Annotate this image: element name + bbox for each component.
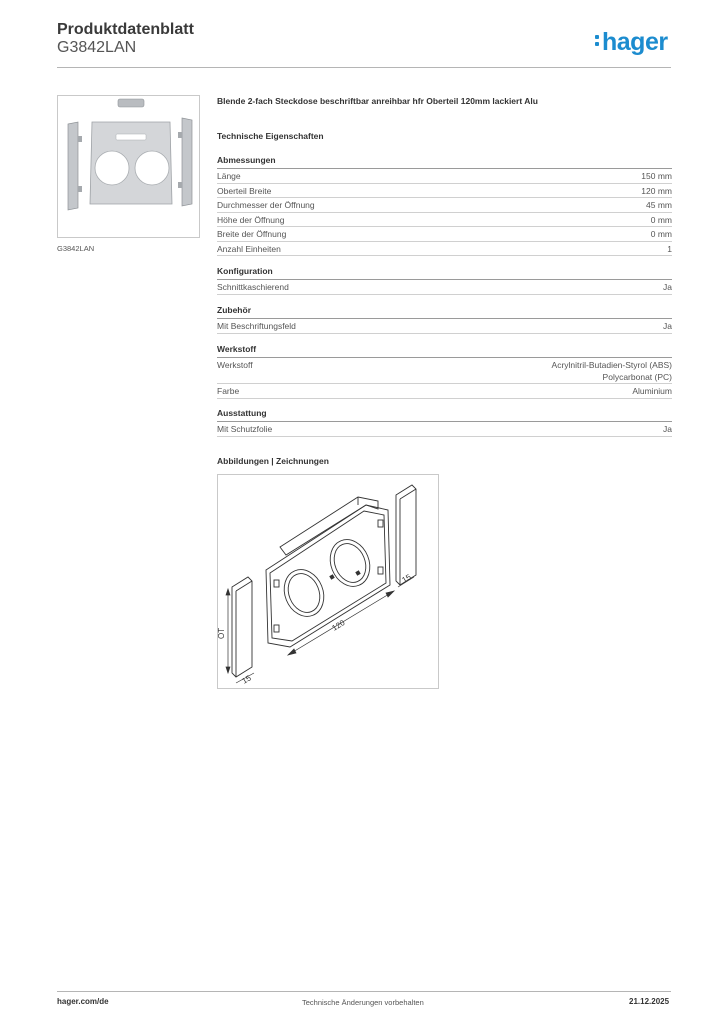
table-row — [217, 384, 672, 399]
row-label: Farbe — [217, 386, 240, 396]
table-row — [217, 319, 672, 334]
section-konfiguration — [217, 266, 672, 295]
row-value — [552, 360, 672, 383]
footer-website-link[interactable]: hager.com/de — [57, 997, 109, 1006]
row-value: 0 mm — [650, 229, 672, 239]
technical-drawing — [217, 474, 439, 689]
product-description: Blende 2-fach Steckdose beschriftbar anreihbar hfr Oberteil 120mm lackiert Alu — [217, 96, 538, 106]
page-title: Produktdatenblatt — [57, 21, 194, 38]
drawings-heading: Abbildungen | Zeichnungen — [217, 456, 329, 466]
row-value: 0 mm — [650, 214, 672, 225]
row-value-line: Acrylnitril-Butadien-Styrol (ABS) — [551, 360, 672, 370]
dim-height-label: OT — [217, 627, 226, 639]
footer-notice: Technische Änderungen vorbehalten — [302, 998, 424, 1007]
section-heading: Konfiguration — [217, 266, 672, 280]
row-value-line: Polycarbonat (PC) — [602, 371, 672, 382]
row-value: 45 mm — [646, 200, 672, 210]
dimension-drawing-icon — [218, 475, 438, 688]
row-value: Ja — [663, 282, 672, 292]
row-value: Ja — [663, 424, 672, 434]
table-row — [217, 184, 672, 199]
section-heading: Werkstoff — [217, 344, 672, 358]
row-label: Durchmesser der Öffnung — [217, 200, 315, 210]
table-row — [217, 213, 672, 228]
header-divider — [57, 67, 671, 68]
footer-divider — [57, 991, 671, 992]
product-photo-icon — [58, 96, 199, 237]
logo-text: hager — [602, 28, 668, 56]
table-row — [217, 198, 672, 213]
row-label: Werkstoff — [217, 360, 253, 370]
logo-dots-icon — [595, 38, 600, 49]
row-label: Mit Beschriftungsfeld — [217, 321, 296, 331]
row-label: Länge — [217, 171, 241, 181]
dim-side-left-label: 15 — [240, 673, 253, 686]
row-label: Schnittkaschierend — [217, 282, 289, 292]
row-label: Oberteil Breite — [217, 185, 272, 196]
row-value: 1 — [667, 243, 672, 254]
section-heading: Zubehör — [217, 305, 672, 319]
row-value: 150 mm — [641, 171, 672, 181]
row-value: 120 mm — [641, 185, 672, 196]
dim-side-right-label: 15 — [400, 572, 413, 585]
table-row — [217, 242, 672, 257]
table-row — [217, 169, 672, 184]
row-label: Mit Schutzfolie — [217, 424, 273, 434]
row-label: Höhe der Öffnung — [217, 214, 285, 225]
section-abmessungen — [217, 155, 672, 256]
row-label: Anzahl Einheiten — [217, 243, 281, 254]
section-ausstattung — [217, 408, 672, 437]
table-row — [217, 280, 672, 295]
table-row — [217, 358, 672, 384]
article-number: G3842LAN — [57, 39, 137, 56]
footer-date: 21.12.2025 — [629, 997, 670, 1006]
thumbnail-caption: G3842LAN — [57, 244, 95, 253]
table-row — [217, 227, 672, 242]
row-label: Breite der Öffnung — [217, 229, 287, 239]
section-heading: Ausstattung — [217, 408, 672, 422]
hager-logo — [595, 28, 668, 57]
table-row — [217, 422, 672, 437]
section-zubehoer — [217, 305, 672, 334]
technical-heading: Technische Eigenschaften — [217, 131, 324, 141]
section-heading: Abmessungen — [217, 155, 672, 169]
row-value: Ja — [663, 321, 672, 331]
dim-width-label: 120 — [330, 618, 347, 633]
row-value: Aluminium — [632, 386, 672, 396]
section-werkstoff — [217, 344, 672, 399]
product-thumbnail — [57, 95, 200, 238]
